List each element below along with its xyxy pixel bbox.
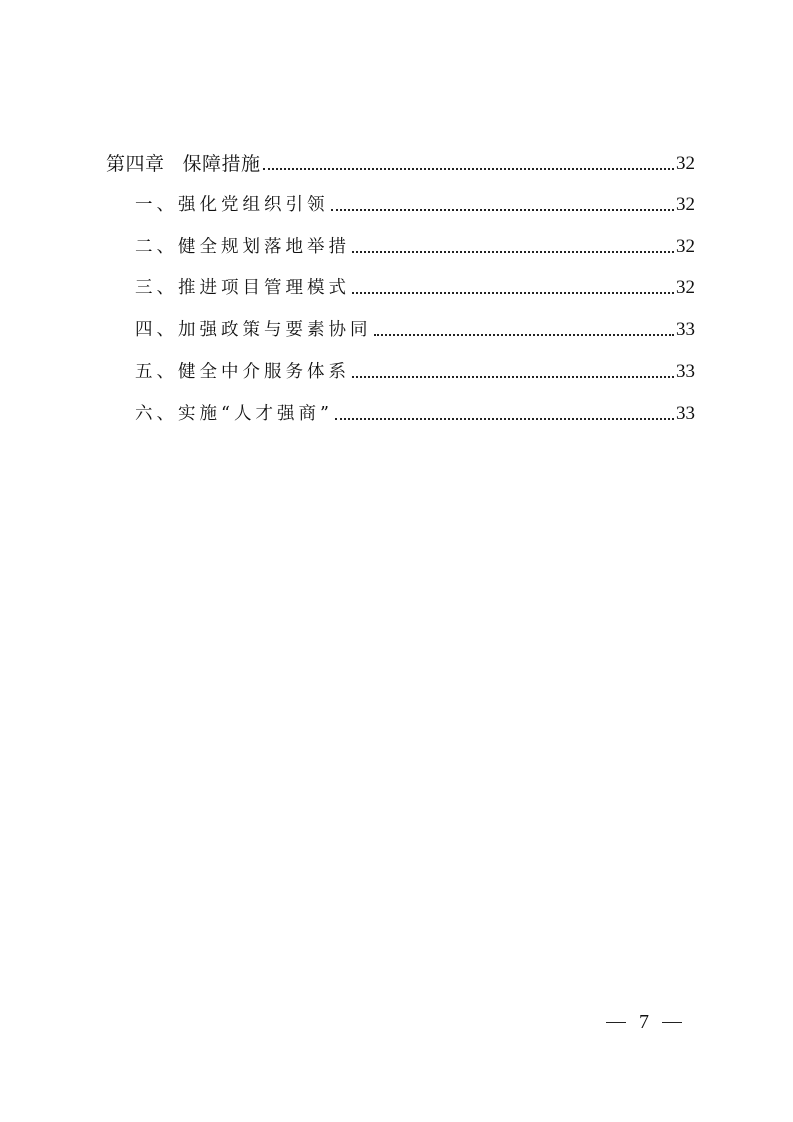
page-number: 32 xyxy=(676,236,695,257)
chapter-number: 第四章 xyxy=(106,153,165,175)
page-number: 32 xyxy=(676,153,695,174)
footer-dash-left xyxy=(606,1022,626,1023)
toc-section-entry[interactable] xyxy=(0,187,793,217)
toc-section-entry[interactable] xyxy=(0,270,793,300)
dot-leader xyxy=(331,209,675,211)
toc-section-entry[interactable] xyxy=(0,312,793,342)
page-number: 32 xyxy=(676,277,695,298)
footer-dash-right xyxy=(662,1022,682,1023)
section-title: 四、加强政策与要素协同 xyxy=(135,320,372,340)
section-title: 一、强化党组织引领 xyxy=(135,195,329,215)
footer-page-number: 7 xyxy=(639,1010,649,1033)
dot-leader xyxy=(374,334,675,336)
chapter-title: 保障措施 xyxy=(182,153,261,175)
dot-leader xyxy=(352,376,674,378)
section-title: 二、健全规划落地举措 xyxy=(135,237,350,257)
dot-leader xyxy=(335,418,674,420)
toc-chapter-entry[interactable] xyxy=(0,146,793,176)
toc-section-entry[interactable] xyxy=(0,229,793,259)
toc-section-entry[interactable] xyxy=(0,396,793,426)
page-number: 33 xyxy=(676,403,695,424)
page-footer xyxy=(606,1008,682,1036)
page-number: 33 xyxy=(676,319,695,340)
section-title: 三、推进项目管理模式 xyxy=(135,278,350,298)
dot-leader xyxy=(352,251,674,253)
toc-section-entry[interactable] xyxy=(0,354,793,384)
dot-leader xyxy=(263,168,674,170)
chapter-heading xyxy=(106,152,261,176)
section-title: 六、实施“人才强商” xyxy=(135,404,333,424)
page-number: 32 xyxy=(676,194,695,215)
page-number: 33 xyxy=(676,361,695,382)
dot-leader xyxy=(352,292,674,294)
section-title: 五、健全中介服务体系 xyxy=(135,362,350,382)
